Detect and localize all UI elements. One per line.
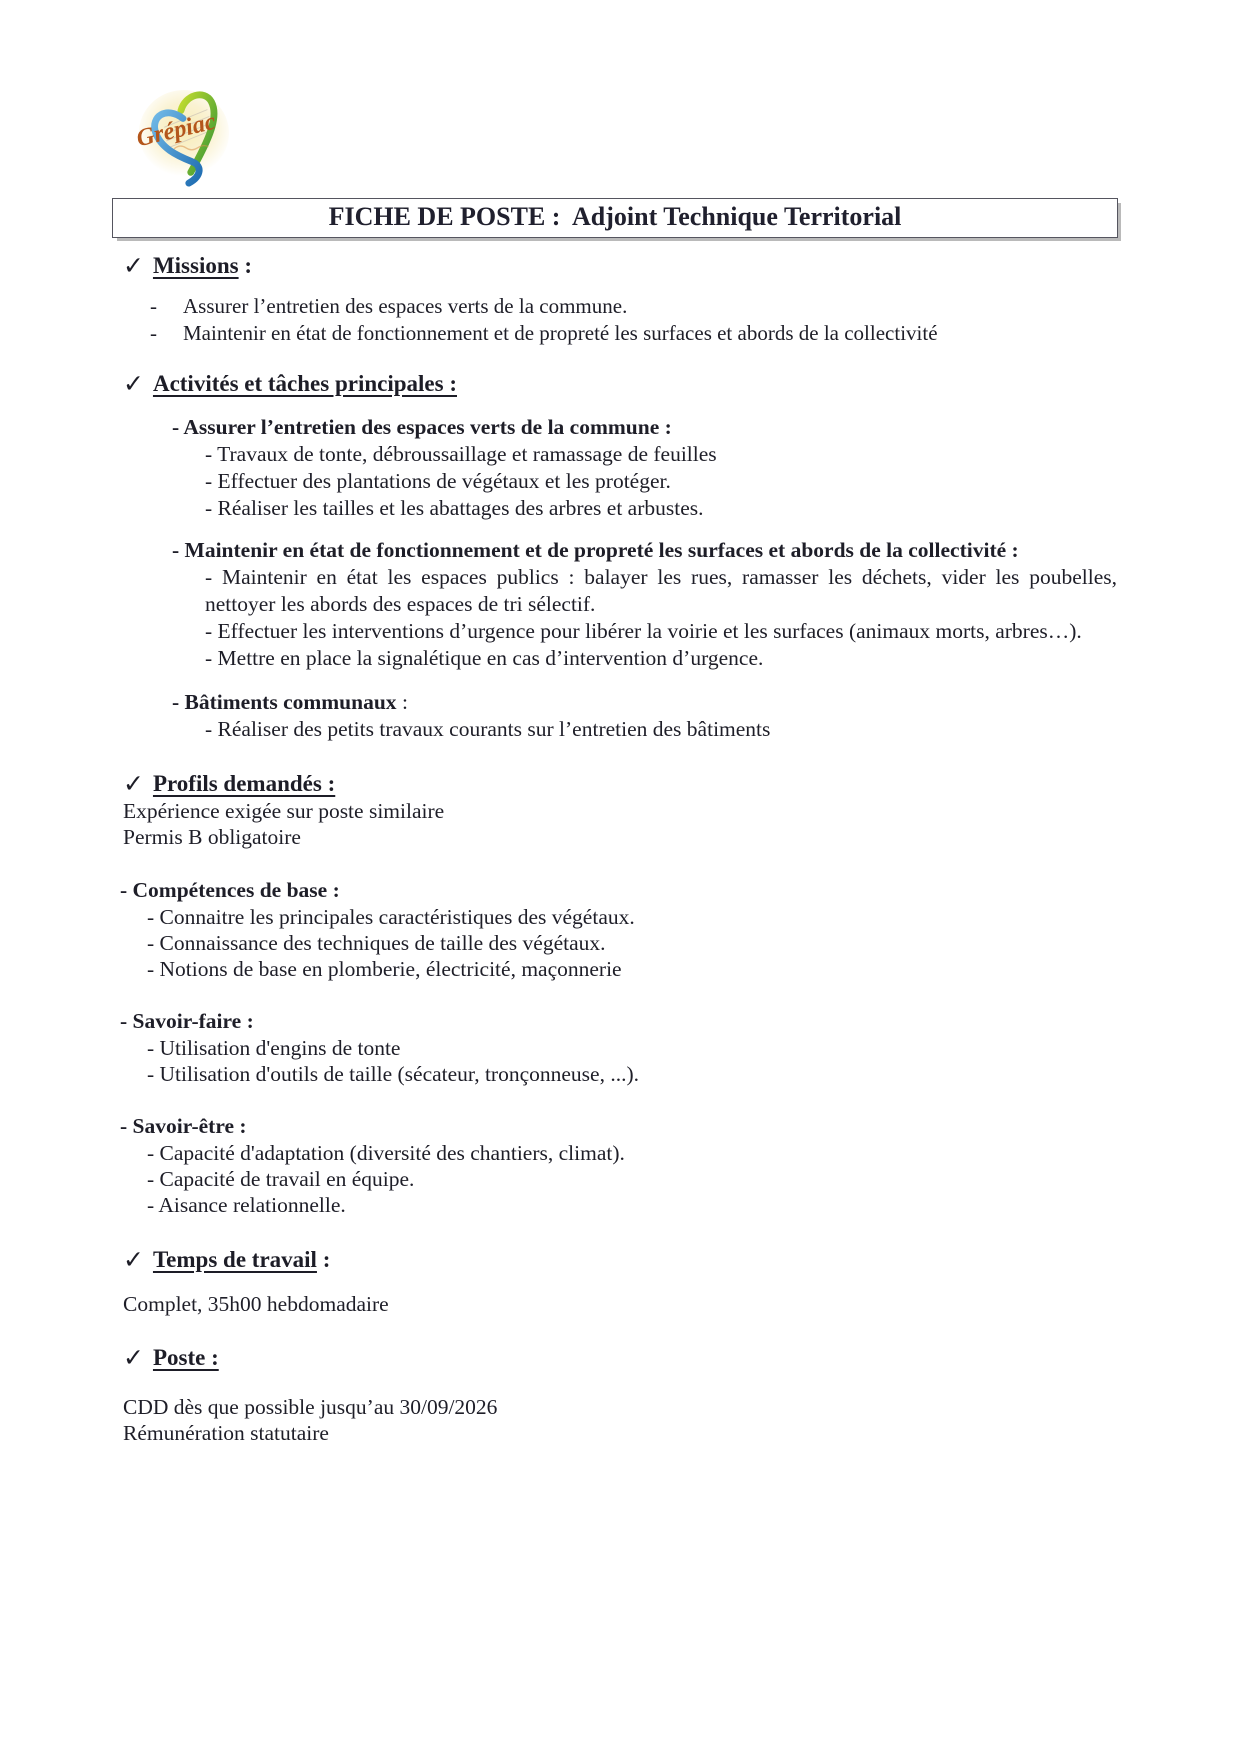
commune-logo (131, 88, 229, 190)
dash-bullet: - (150, 294, 157, 318)
list-item: - Effectuer des plantations de végétaux et les protéger. (205, 469, 671, 493)
list-item-text: Maintenir en état de fonctionnement et de propreté les surfaces et abords de la collectivité (183, 321, 938, 345)
list-item: - Mettre en place la signalétique en cas d’intervention d’urgence. (205, 646, 764, 670)
list-item: - Connaissance des techniques de taille des végétaux. (147, 931, 606, 955)
list-item-text: Assurer l’entretien des espaces verts de la commune. (183, 294, 628, 318)
list-item: - Capacité de travail en équipe. (147, 1167, 415, 1191)
list-item: - Effectuer les interventions d’urgence pour libérer la voirie et les surfaces (animaux morts, arbres…). (205, 619, 1082, 643)
activity-group-batiments (172, 689, 1117, 743)
section-heading-activites (123, 369, 1117, 398)
subsection-heading-savoir-faire: - Savoir-faire : (120, 1009, 254, 1033)
section-heading-profils (123, 769, 1117, 798)
list-item (123, 320, 1117, 347)
profil-line: Permis B obligatoire (123, 825, 301, 849)
dash-bullet: - (150, 321, 157, 345)
competences-items (147, 904, 1117, 982)
heading-label: Profils demandés : (152, 771, 336, 796)
activity-group-espaces-verts (172, 414, 1117, 522)
list-item: - Réaliser les tailles et les abattages des arbres et arbustes. (205, 496, 704, 520)
checkmark-icon: ✓ (123, 251, 144, 280)
missions-list (123, 293, 1117, 347)
profil-line: Expérience exigée sur poste similaire (123, 799, 445, 823)
heading-label: Poste : (152, 1345, 219, 1370)
group-items (205, 564, 1117, 672)
list-item: - Connaitre les principales caractéristiques des végétaux. (147, 905, 635, 929)
group-heading (172, 414, 1117, 441)
poste-line: CDD dès que possible jusqu’au 30/09/2026 (123, 1395, 498, 1419)
group-heading-text: - Assurer l’entretien des espaces verts de la commune : (172, 415, 672, 439)
subsection-heading-competences: - Compétences de base : (120, 878, 340, 902)
list-item: - Utilisation d'engins de tonte (147, 1036, 401, 1060)
temps-travail-line: Complet, 35h00 hebdomadaire (123, 1292, 389, 1316)
list-item: - Capacité d'adaptation (diversité des chantiers, climat). (147, 1141, 625, 1165)
heart-brush-logo-graphic (131, 88, 229, 190)
checkmark-icon: ✓ (123, 1245, 144, 1274)
logo-wordmark: Grépiac (133, 107, 219, 153)
list-item: - Utilisation d'outils de taille (sécateur, tronçonneuse, ...). (147, 1062, 640, 1086)
group-heading-text: - Bâtiments communaux (172, 690, 397, 714)
section-heading-poste (123, 1343, 1117, 1372)
list-item: - Maintenir en état les espaces publics : balayer les rues, ramasser les déchets, vider les poubelles, nettoyer les abords des espaces de tri sélectif. (205, 565, 1117, 616)
group-heading (172, 537, 1117, 564)
checkmark-icon: ✓ (123, 1343, 144, 1372)
group-heading-colon: : (396, 690, 408, 714)
section-heading-missions (123, 251, 1117, 280)
savoir-faire-items (147, 1035, 1117, 1087)
subsection-heading-savoir-etre: - Savoir-être : (120, 1114, 247, 1138)
list-item: - Aisance relationnelle. (147, 1193, 346, 1217)
group-items (205, 441, 1117, 522)
savoir-etre-items (147, 1140, 1117, 1218)
list-item: - Réaliser des petits travaux courants sur l’entretien des bâtiments (205, 717, 771, 741)
checkmark-icon: ✓ (123, 369, 144, 398)
checkmark-icon: ✓ (123, 769, 144, 798)
group-heading-text: - Maintenir en état de fonctionnement et de propreté les surfaces et abords de la collectivité : (172, 538, 1019, 562)
list-item (123, 293, 1117, 320)
group-items (205, 716, 1117, 743)
heading-label: Activités et tâches principales : (152, 371, 457, 396)
heading-label: Temps de travail (152, 1247, 317, 1272)
title-box (112, 198, 1118, 238)
document-title: FICHE DE POSTE : Adjoint Technique Territorial (328, 202, 902, 231)
heading-colon: : (316, 1247, 331, 1272)
list-item: - Notions de base en plomberie, électricité, maçonnerie (147, 957, 622, 981)
heading-colon: : (238, 253, 253, 278)
list-item: - Travaux de tonte, débroussaillage et ramassage de feuilles (205, 442, 717, 466)
group-heading (172, 689, 1117, 716)
activity-group-proprete (172, 537, 1117, 672)
heading-label: Missions (152, 253, 239, 278)
section-heading-temps-travail (123, 1245, 1117, 1274)
poste-line: Rémunération statutaire (123, 1421, 329, 1445)
